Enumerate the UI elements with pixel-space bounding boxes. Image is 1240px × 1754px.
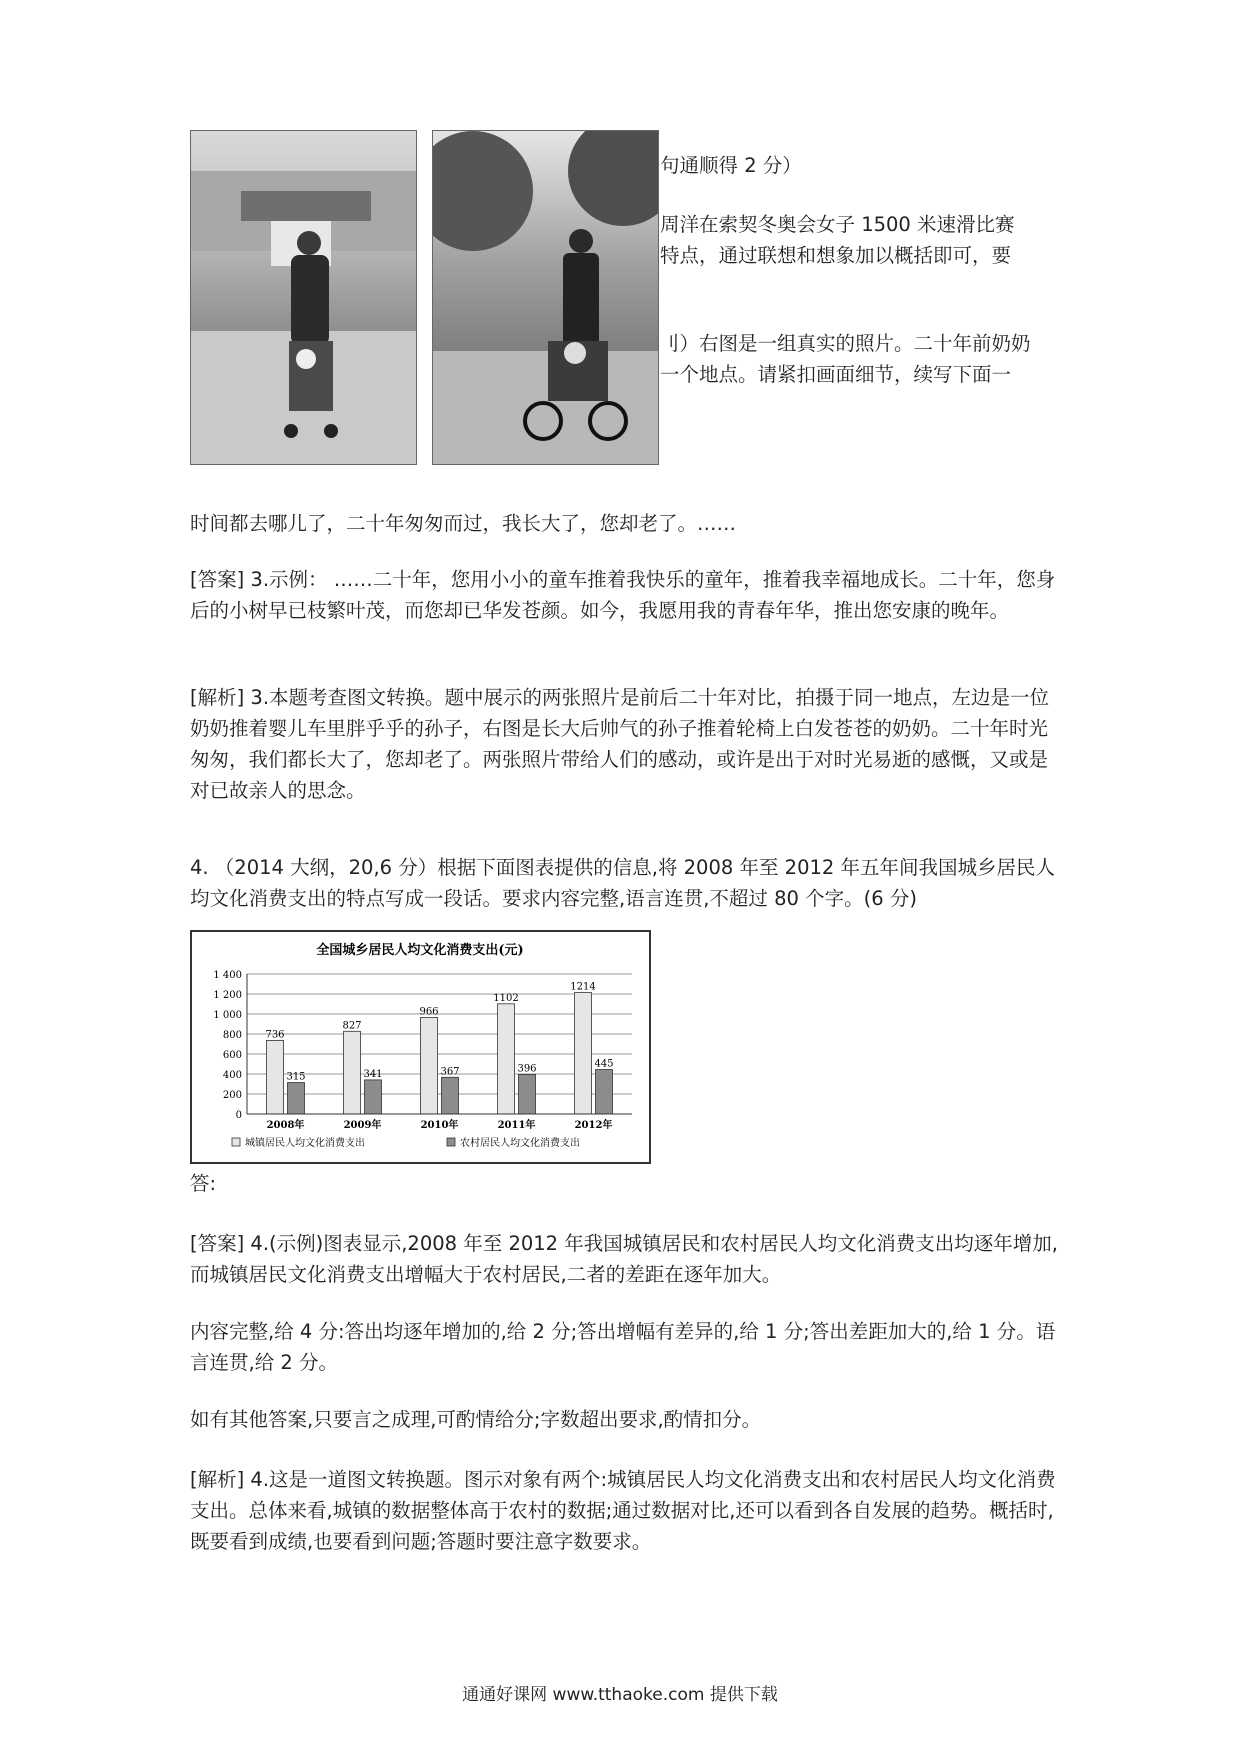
bar-urban — [267, 1040, 284, 1114]
data-label: 341 — [363, 1068, 383, 1080]
bar-rural — [596, 1070, 613, 1115]
data-label: 1214 — [570, 981, 596, 993]
y-tick-label: 1 400 — [213, 970, 242, 981]
q3-answer: [答案] 3.示例： ……二十年，您用小小的童车推着我快乐的童年，推着我幸福地成长。二十年，您身后的小树早已枝繁叶茂，而您却已华发苍颜。如今，我愿用我的青春年华，推出您安康的晚年。 — [190, 568, 1056, 622]
data-label: 736 — [265, 1029, 285, 1041]
q4-question: 4. （2014 大纲，20,6 分）根据下面图表提供的信息,将 2008 年至 2012 年五年间我国城乡居民人均文化消费支出的特点写成一段话。要求内容完整,语言连贯,不超过 80 个字。(6 分) — [190, 856, 1055, 910]
bar-rural — [442, 1077, 459, 1114]
q4-answer: [答案] 4.(示例)图表显示,2008 年至 2012 年我国城镇居民和农村居民人均文化消费支出均逐年增加,而城镇居民文化消费支出增幅大于农村居民,二者的差距在逐年加大。 — [190, 1232, 1058, 1286]
y-tick-label: 1 200 — [213, 990, 242, 1001]
chart-title: 全国城乡居民人均文化消费支出(元) — [316, 943, 524, 958]
legend-swatch — [447, 1138, 455, 1146]
y-tick-label: 400 — [222, 1070, 242, 1081]
photo-grandson-wheelchair — [432, 130, 659, 465]
data-label: 827 — [342, 1020, 362, 1032]
data-label: 396 — [517, 1063, 537, 1075]
y-tick-label: 800 — [222, 1030, 242, 1041]
photo-caption-line-4: 刂）右图是一组真实的照片。二十年前奶奶 — [660, 332, 1031, 355]
photo-caption-line-5: 一个地点。请紧扣画面细节，续写下面一 — [660, 363, 1012, 386]
bar-rural — [365, 1080, 382, 1114]
q4-answer-label: 答: — [190, 1172, 217, 1195]
x-tick-label: 2009年 — [343, 1120, 382, 1131]
photo-caption-line-3: 特点，通过联想和想象加以概括即可，要 — [660, 244, 1012, 267]
bar-urban — [575, 993, 592, 1114]
photo-grandma-stroller — [190, 130, 417, 465]
data-label: 445 — [594, 1058, 614, 1070]
q4-analysis: [解析] 4.这是一道图文转换题。图示对象有两个:城镇居民人均文化消费支出和农村居民人均文化消费支出。总体来看,城镇的数据整体高于农村的数据;通过数据对比,还可以看到各自发展的趋势。概括时,既要看到成绩,也要看到问题;答题时要注意字数要求。 — [190, 1468, 1056, 1553]
bar-rural — [288, 1083, 305, 1115]
data-label: 315 — [286, 1071, 306, 1083]
legend-label: 农村居民人均文化消费支出 — [460, 1138, 580, 1149]
legend-swatch — [232, 1138, 240, 1146]
y-tick-label: 1 000 — [213, 1010, 242, 1021]
legend-label: 城镇居民人均文化消费支出 — [245, 1138, 365, 1149]
q4-note: 如有其他答案,只要言之成理,可酌情给分;字数超出要求,酌情扣分。 — [190, 1408, 762, 1431]
x-tick-label: 2008年 — [266, 1120, 305, 1131]
data-label: 1102 — [493, 992, 519, 1004]
photo-caption-line-1: 句通顺得 2 分） — [660, 154, 802, 177]
x-tick-label: 2010年 — [420, 1120, 459, 1131]
photo-grandson-wheelchair-art — [433, 131, 658, 464]
data-label: 966 — [419, 1006, 439, 1018]
q3-analysis: [解析] 3.本题考查图文转换。题中展示的两张照片是前后二十年对比，拍摄于同一地点，左边是一位奶奶推着婴儿车里胖乎乎的孙子，右图是长大后帅气的孙子推着轮椅上白发苍苍的奶奶。二十年时光匆匆，我们都长大了，您却老了。两张照片带给人们的感动，或许是出于对时光易逝的感慨，又或是对已故亲人的思念。 — [190, 686, 1050, 802]
bar-chart — [192, 932, 649, 1162]
x-tick-label: 2012年 — [574, 1120, 613, 1131]
footer: 通通好课网 www.tthaoke.com 提供下载 — [462, 1685, 778, 1705]
x-tick-label: 2011年 — [497, 1120, 536, 1131]
y-tick-label: 0 — [235, 1110, 242, 1121]
bar-urban — [421, 1017, 438, 1114]
q3-prompt: 时间都去哪儿了，二十年匆匆而过，我长大了，您却老了。…… — [190, 512, 737, 535]
chart-frame — [190, 930, 651, 1164]
q4-scoring: 内容完整,给 4 分:答出均逐年增加的,给 2 分;答出增幅有差异的,给 1 分;答出差距加大的,给 1 分。语言连贯,给 2 分。 — [190, 1320, 1056, 1374]
bar-urban — [344, 1031, 361, 1114]
y-tick-label: 200 — [222, 1090, 242, 1101]
data-label: 367 — [440, 1066, 460, 1078]
photo-grandma-stroller-art — [191, 131, 416, 464]
photo-caption-line-2: 周洋在索契冬奥会女子 1500 米速滑比赛 — [660, 213, 1015, 236]
bar-urban — [498, 1004, 515, 1114]
bar-rural — [519, 1074, 536, 1114]
y-tick-label: 600 — [222, 1050, 242, 1061]
